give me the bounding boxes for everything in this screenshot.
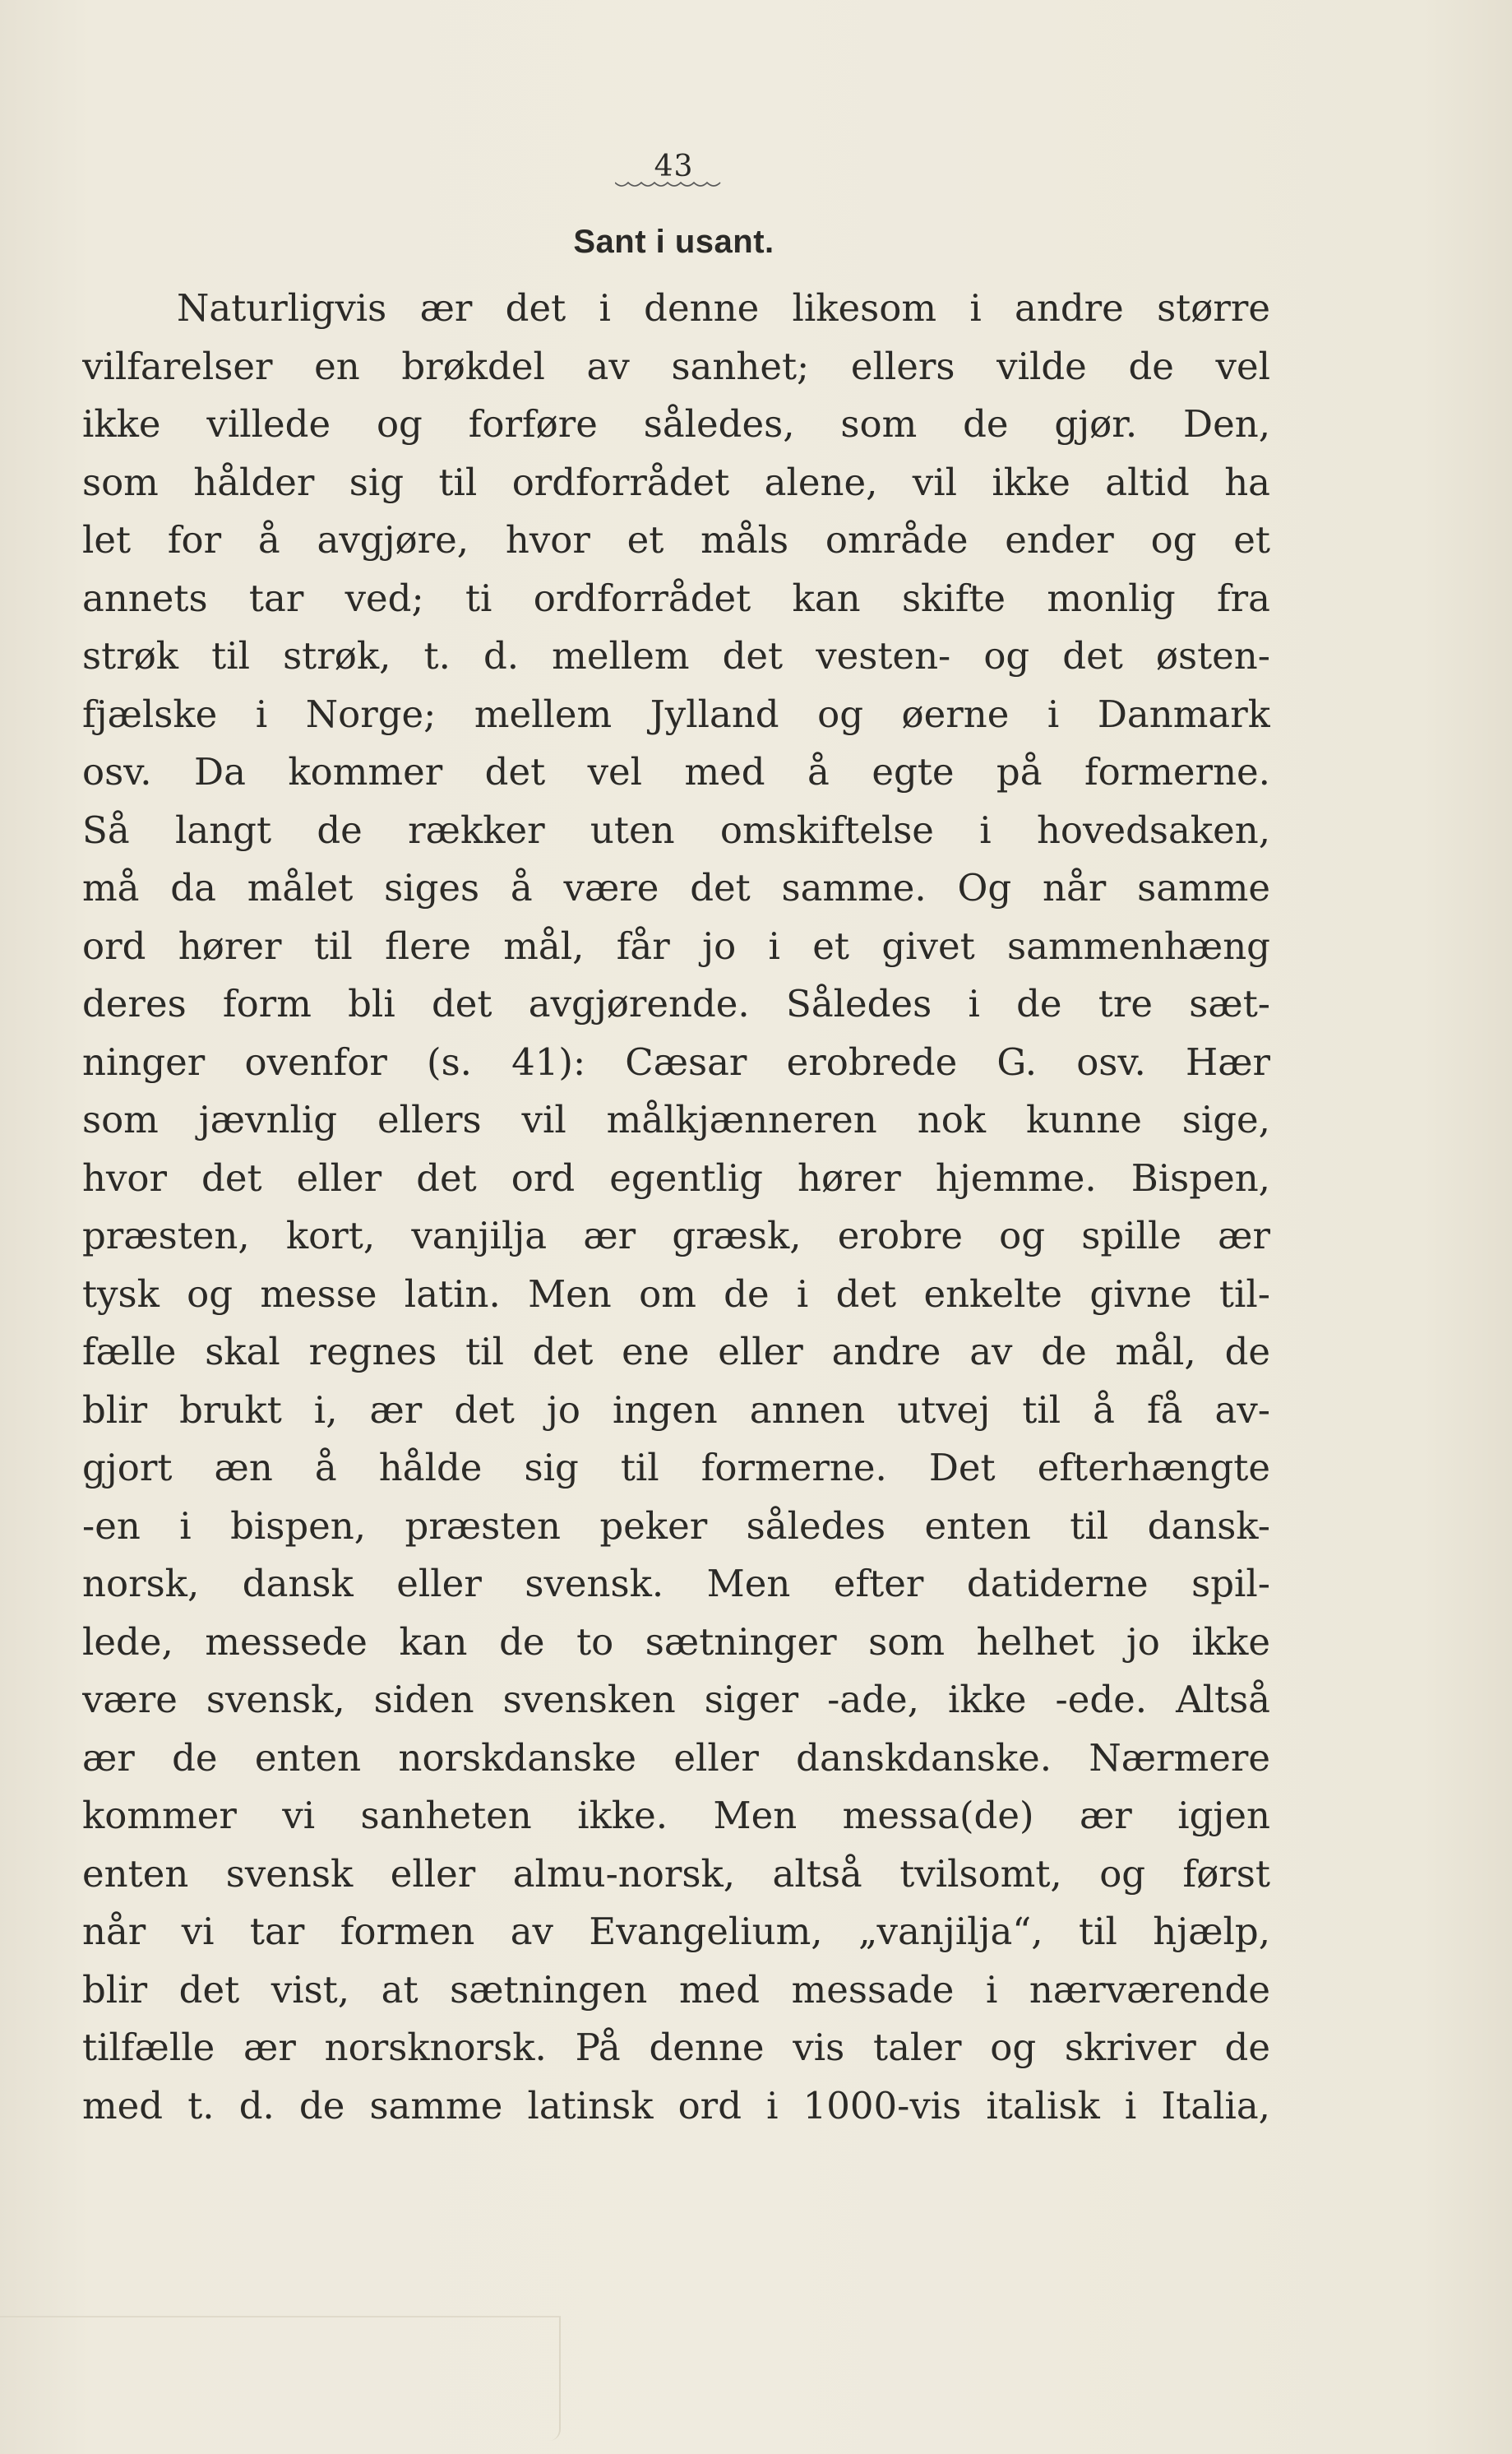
text-line: lede, messede kan de to sætninger som helhet jo ikke <box>82 1619 1270 1664</box>
text-line: ær de enten norskdanske eller danskdanske. Nærmere <box>82 1735 1270 1780</box>
text-line: Naturligvis ær det i denne likesom i andre større <box>177 286 1270 330</box>
section-heading: Sant i usant. <box>573 224 774 260</box>
text-line: -en i bispen, præsten peker således enten til dansk- <box>82 1503 1270 1548</box>
text-line: norsk, dansk eller svensk. Men efter datiderne spil- <box>82 1562 1270 1605</box>
text-line: strøk til strøk, t. d. mellem det vesten- og det østen- <box>82 634 1270 678</box>
text-line: blir brukt i, ær det jo ingen annen utvej til å få av- <box>82 1387 1270 1432</box>
text-line: som hålder sig til ordforrådet alene, vil ikke altid ha <box>82 460 1270 504</box>
body-text <box>82 280 1270 2135</box>
text-line: fjælske i Norge; mellem Jylland og øerne i Danmark <box>82 692 1270 736</box>
text-line: osv. Da kommer det vel med å egte på formerne. <box>82 750 1270 794</box>
text-line: hvor det eller det ord egentlig hører hjemme. Bispen, <box>82 1155 1270 1200</box>
page-fold-mark <box>0 2316 561 2441</box>
text-line: må da målet siges å være det samme. Og når samme <box>82 866 1270 910</box>
text-line: kommer vi sanheten ikke. Men messa(de) ær igjen <box>82 1794 1270 1837</box>
text-line: ninger ovenfor (s. 41): Cæsar erobrede G. osv. Hær <box>82 1039 1270 1084</box>
text-line: tysk og messe latin. Men om de i det enkelte givne til- <box>82 1271 1270 1316</box>
text-line: blir det vist, at sætningen med messade i nærværende <box>82 1967 1270 2012</box>
text-line: med t. d. de samme latinsk ord i 1000-vis italisk i Italia, <box>82 2083 1270 2128</box>
text-line: ord hører til flere mål, får jo i et givet sammenhæng <box>82 924 1270 968</box>
text-line: let for å avgjøre, hvor et måls område ender og et <box>82 518 1270 562</box>
text-line: vilfarelser en brøkdel av sanhet; ellers vilde de vel <box>82 344 1270 388</box>
text-line: gjort æn å hålde sig til formerne. Det efterhængte <box>82 1446 1270 1489</box>
text-line: som jævnlig ellers vil målkjænneren nok kunne sige, <box>82 1098 1270 1141</box>
text-line: enten svensk eller almu-norsk, altså tvilsomt, og først <box>82 1851 1270 1896</box>
text-line: fælle skal regnes til det ene eller andre av de mål, de <box>82 1330 1270 1373</box>
text-line: tilfælle ær norsknorsk. På denne vis taler og skriver de <box>82 2026 1270 2069</box>
page-number: 43 <box>654 150 694 183</box>
text-line: Så langt de rækker uten omskiftelse i hovedsaken, <box>82 808 1270 852</box>
text-line: være svensk, siden svensken siger -ade, ikke -ede. Altså <box>82 1678 1270 1721</box>
text-line: når vi tar formen av Evangelium, „vanjilja“, til hjælp, <box>82 1910 1270 1953</box>
page-number-ornament <box>615 179 722 191</box>
text-line: ikke villede og forføre således, som de gjør. Den, <box>82 402 1270 446</box>
text-line: annets tar ved; ti ordforrådet kan skifte monlig fra <box>82 576 1270 620</box>
text-line: deres form bli det avgjørende. Således i de tre sæt- <box>82 982 1270 1026</box>
text-line: præsten, kort, vanjilja ær græsk, erobre og spille ær <box>82 1214 1270 1257</box>
